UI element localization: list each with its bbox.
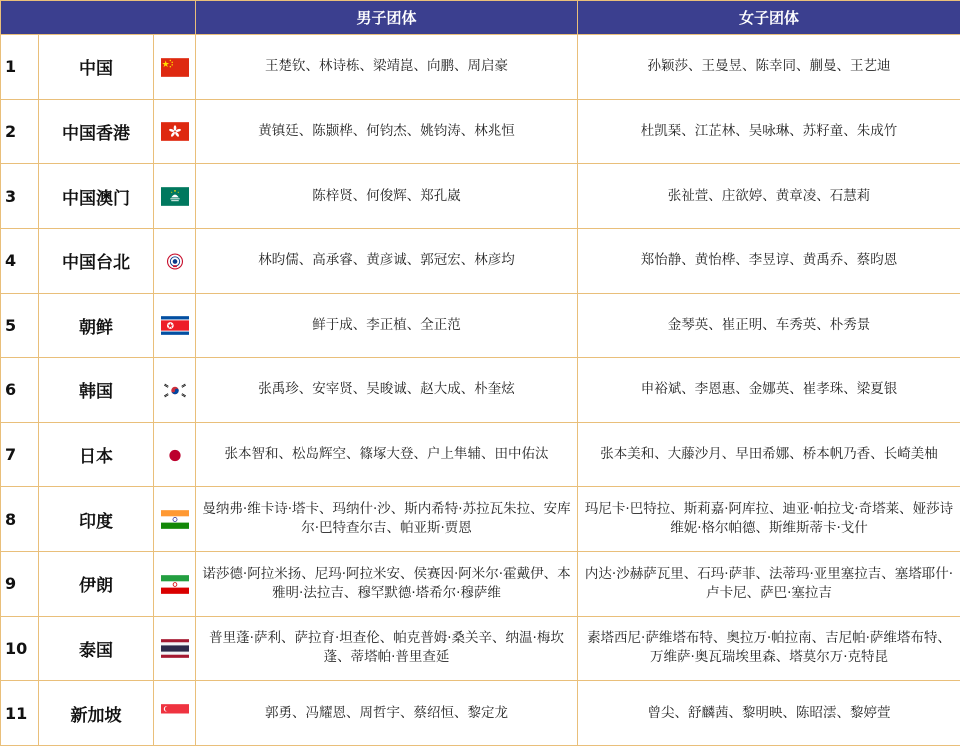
women-team-players: 金琴英、崔正明、车秀英、朴秀景 xyxy=(578,293,960,358)
women-team-players: 郑怡静、黄怡桦、李昱谆、黄禹乔、蔡昀恩 xyxy=(578,228,960,293)
country-name: 中国香港 xyxy=(39,99,154,164)
header-row xyxy=(1,1,960,35)
rank-number: 10 xyxy=(1,616,39,681)
macau-flag-icon xyxy=(161,187,189,206)
country-name: 新加坡 xyxy=(39,681,154,746)
flag-cell xyxy=(154,422,196,487)
women-team-players: 玛尼卡·巴特拉、斯莉嘉·阿库拉、迪亚·帕拉戈·奇塔莱、娅莎诗维妮·格尔帕德、斯维斯蒂卡·戈什 xyxy=(578,487,960,552)
women-team-players: 申裕斌、李恩惠、金娜英、崔孝珠、梁夏银 xyxy=(578,358,960,423)
rank-number: 4 xyxy=(1,228,39,293)
north-korea-flag-icon xyxy=(161,316,189,335)
country-name: 日本 xyxy=(39,422,154,487)
flag-cell xyxy=(154,616,196,681)
women-team-players: 内达·沙赫萨瓦里、石玛·萨菲、法蒂玛·亚里塞拉吉、塞塔耶什·卢卡尼、萨巴·塞拉吉 xyxy=(578,552,960,617)
south-korea-flag-icon xyxy=(161,381,189,400)
rank-number: 2 xyxy=(1,99,39,164)
men-team-players: 张禹珍、安宰贤、吴晙诚、赵大成、朴奎炫 xyxy=(196,358,578,423)
header-blank-cell xyxy=(1,1,196,35)
japan-flag-icon xyxy=(161,446,189,465)
country-name: 中国 xyxy=(39,35,154,100)
china-flag-icon xyxy=(161,58,189,77)
rank-number: 9 xyxy=(1,552,39,617)
singapore-flag-icon xyxy=(161,704,189,723)
hong-kong-flag-icon xyxy=(161,122,189,141)
header-women-team: 女子团体 xyxy=(578,1,960,35)
table-row xyxy=(1,422,960,487)
men-team-players: 鲜于成、李正植、全正范 xyxy=(196,293,578,358)
table-row xyxy=(1,616,960,681)
country-name: 泰国 xyxy=(39,616,154,681)
men-team-players: 王楚钦、林诗栋、梁靖崑、向鹏、周启豪 xyxy=(196,35,578,100)
women-team-players: 张祉萱、庄欲婷、黄章凌、石慧莉 xyxy=(578,164,960,229)
men-team-players: 郭勇、冯耀恩、周哲宇、蔡绍恒、黎定龙 xyxy=(196,681,578,746)
men-team-players: 普里蓬·萨利、萨拉育·坦查伦、帕克普姆·桑关辛、纳温·梅坎蓬、蒂塔帕·普里查延 xyxy=(196,616,578,681)
table-row xyxy=(1,293,960,358)
rank-number: 11 xyxy=(1,681,39,746)
women-team-players: 张本美和、大藤沙月、早田希娜、桥本帆乃香、长崎美柚 xyxy=(578,422,960,487)
table-row xyxy=(1,552,960,617)
men-team-players: 陈梓贤、何俊辉、郑孔崴 xyxy=(196,164,578,229)
country-name: 伊朗 xyxy=(39,552,154,617)
flag-cell xyxy=(154,293,196,358)
table-row xyxy=(1,358,960,423)
table-row xyxy=(1,681,960,746)
rank-number: 6 xyxy=(1,358,39,423)
flag-cell xyxy=(154,164,196,229)
rank-number: 5 xyxy=(1,293,39,358)
india-flag-icon xyxy=(161,510,189,529)
flag-cell xyxy=(154,358,196,423)
women-team-players: 杜凯琹、江芷林、吴咏琳、苏籽童、朱成竹 xyxy=(578,99,960,164)
men-team-players: 林昀儒、高承睿、黄彦诚、郭冠宏、林彦均 xyxy=(196,228,578,293)
men-team-players: 黄镇廷、陈颢桦、何钧杰、姚钧涛、林兆恒 xyxy=(196,99,578,164)
table-row xyxy=(1,487,960,552)
table-row xyxy=(1,99,960,164)
women-team-players: 素塔西尼·萨维塔布特、奥拉万·帕拉南、吉尼帕·萨维塔布特、万维萨·奥瓦瑞埃里森、塔莫尔万·克特昆 xyxy=(578,616,960,681)
iran-flag-icon xyxy=(161,575,189,594)
roster-body xyxy=(1,35,960,746)
flag-cell xyxy=(154,681,196,746)
country-name: 朝鲜 xyxy=(39,293,154,358)
country-name: 印度 xyxy=(39,487,154,552)
men-team-players: 诺莎德·阿拉米扬、尼玛·阿拉米安、侯赛因·阿米尔·霍戴伊、本雅明·法拉吉、穆罕默德·塔希尔·穆萨维 xyxy=(196,552,578,617)
chinese-taipei-flag-icon xyxy=(161,252,189,271)
flag-cell xyxy=(154,228,196,293)
country-name: 中国澳门 xyxy=(39,164,154,229)
thailand-flag-icon xyxy=(161,639,189,658)
men-team-players: 曼纳弗·维卡诗·塔卡、玛纳什·沙、斯内希特·苏拉瓦朱拉、安库尔·巴特查尔吉、帕亚斯·贾恩 xyxy=(196,487,578,552)
table-row xyxy=(1,35,960,100)
table-row xyxy=(1,228,960,293)
rank-number: 7 xyxy=(1,422,39,487)
rank-number: 3 xyxy=(1,164,39,229)
rank-number: 8 xyxy=(1,487,39,552)
rank-number: 1 xyxy=(1,35,39,100)
header-men-team: 男子团体 xyxy=(196,1,578,35)
flag-cell xyxy=(154,552,196,617)
women-team-players: 曾尖、舒麟茜、黎明映、陈昭澐、黎婷萱 xyxy=(578,681,960,746)
women-team-players: 孙颖莎、王曼昱、陈幸同、蒯曼、王艺迪 xyxy=(578,35,960,100)
flag-cell xyxy=(154,99,196,164)
flag-cell xyxy=(154,487,196,552)
table-row xyxy=(1,164,960,229)
country-name: 中国台北 xyxy=(39,228,154,293)
men-team-players: 张本智和、松岛辉空、篠塚大登、户上隼辅、田中佑汰 xyxy=(196,422,578,487)
country-name: 韩国 xyxy=(39,358,154,423)
flag-cell xyxy=(154,35,196,100)
